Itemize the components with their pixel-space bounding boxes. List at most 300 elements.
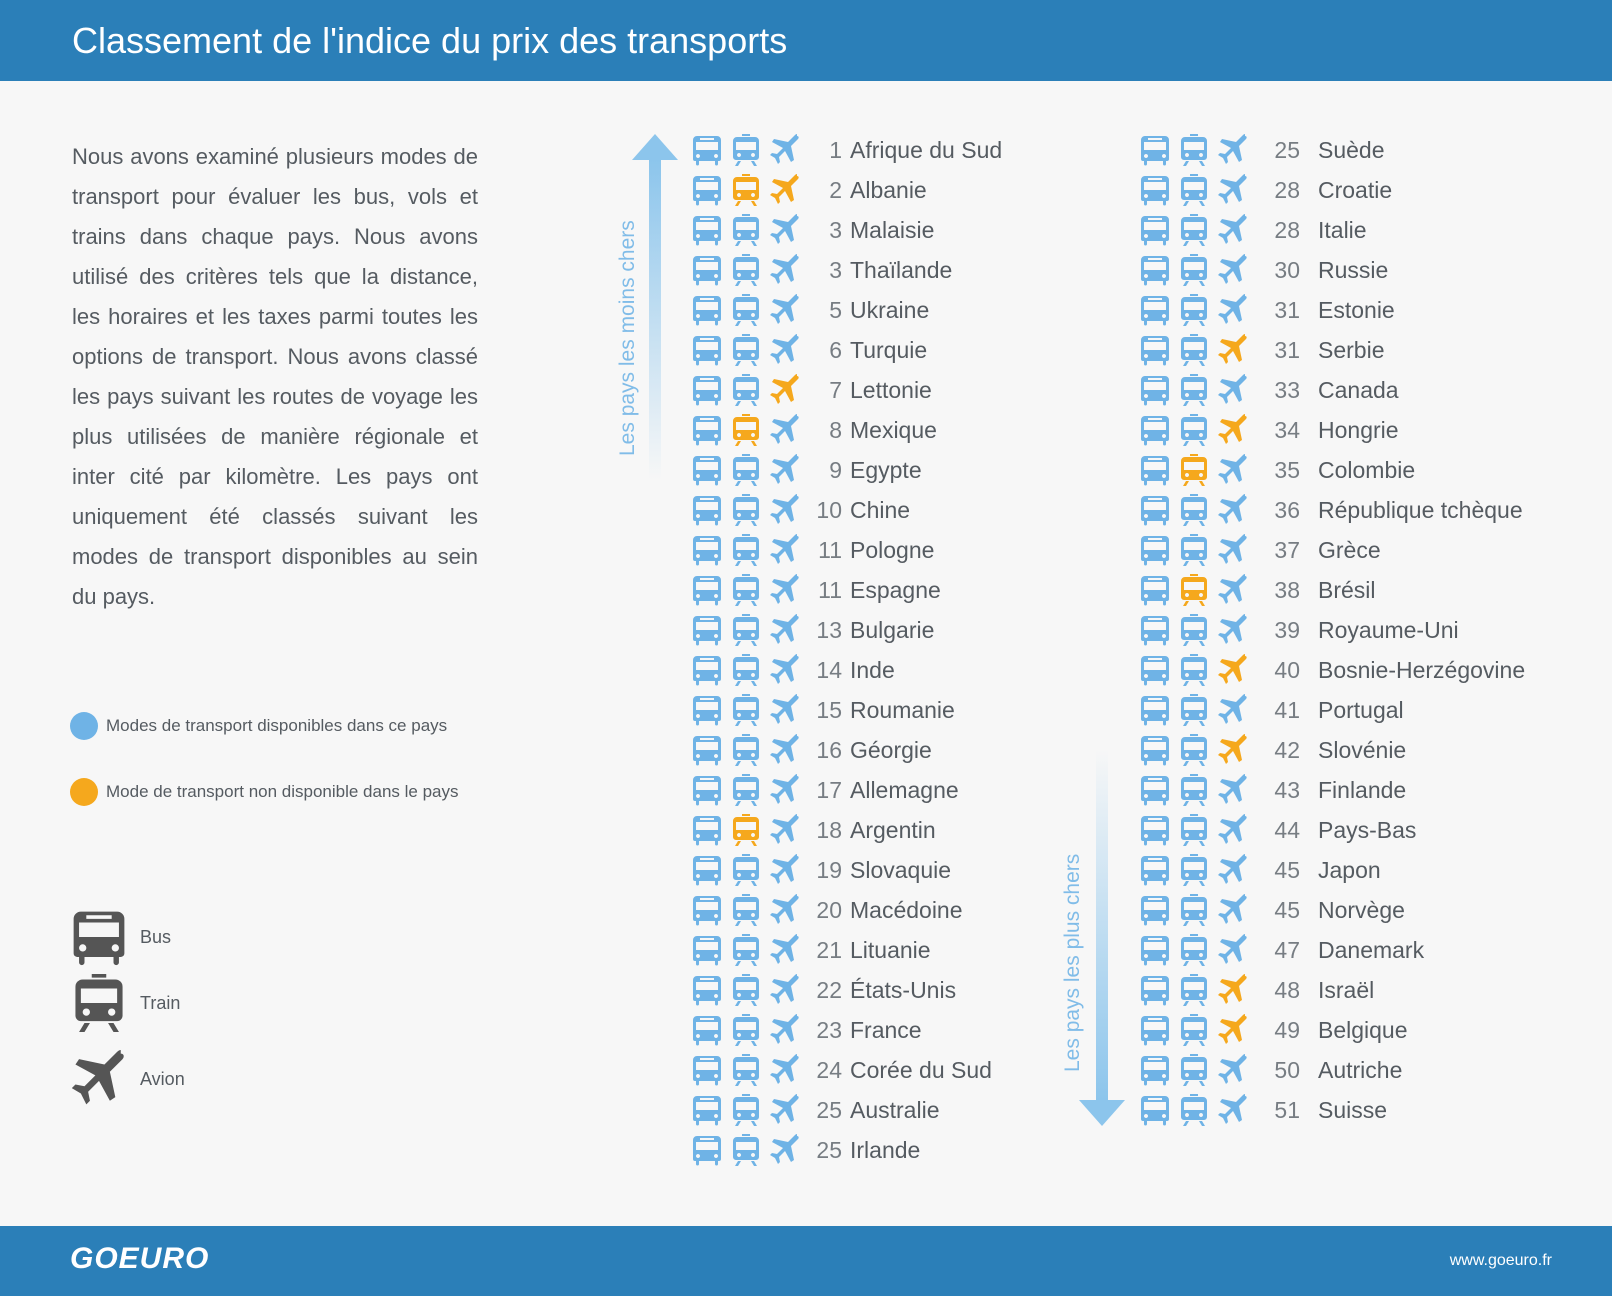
country-name: Brésil <box>1318 576 1376 603</box>
country-name: France <box>850 1016 922 1043</box>
bus-icon <box>1140 974 1170 1006</box>
ranking-row <box>1140 530 1381 570</box>
rank-number: 7 <box>829 376 842 403</box>
rank-number: 28 <box>1274 176 1300 203</box>
footer-bar <box>0 1226 1612 1296</box>
legend-unavailable-label: Mode de transport non disponible dans le pays <box>106 782 459 801</box>
train-icon <box>1179 294 1209 326</box>
ranking-row <box>692 1010 922 1050</box>
country-name: Slovaquie <box>850 856 952 883</box>
rank-number: 33 <box>1274 376 1300 403</box>
ranking-row <box>692 130 1002 170</box>
plane-icon <box>770 694 800 726</box>
country-name: Espagne <box>850 576 941 603</box>
rank-number: 8 <box>829 416 842 443</box>
rank-number: 25 <box>816 1136 842 1163</box>
train-icon <box>1179 854 1209 886</box>
bus-icon <box>1140 654 1170 686</box>
intro-paragraph: Nous avons examiné plusieurs modes de transport pour évaluer les bus, vols et trains dans chaque pays. Nous avons utilisé des critères tels que la distance, les horaires et les taxes parmi toutes les options de transport. Nous avons classé les pays suivant les routes de voyage les plus utilisées de manière régionale et inter cité par kilomètre. Les pays ont uniquement été classés suivant les modes de transport disponibles au sein du pays. <box>72 144 478 609</box>
goeuro-logo: GOEURO <box>70 1242 210 1275</box>
ranking-row <box>1140 690 1404 730</box>
plane-icon <box>770 1054 800 1086</box>
ranking-row <box>692 1090 939 1130</box>
train-icon <box>731 654 761 686</box>
expensive-arrow-label: Les pays les plus chers <box>1061 853 1084 1072</box>
country-name: Mexique <box>850 416 937 443</box>
mode-train <box>70 974 180 1032</box>
country-name: Croatie <box>1318 176 1393 203</box>
plane-icon <box>1218 1014 1248 1046</box>
country-name: Chine <box>850 496 911 523</box>
ranking-row <box>692 1130 920 1170</box>
plane-icon <box>1218 454 1248 486</box>
plane-icon <box>1218 574 1248 606</box>
country-name: Thaïlande <box>850 256 953 283</box>
ranking-row <box>1140 250 1388 290</box>
rank-number: 50 <box>1274 1056 1300 1083</box>
plane-icon <box>770 654 800 686</box>
bus-icon <box>692 134 722 166</box>
train-icon <box>1179 134 1209 166</box>
country-name: Irlande <box>850 1136 921 1163</box>
rank-number: 13 <box>816 616 842 643</box>
country-name: Suède <box>1318 136 1385 163</box>
country-name: Italie <box>1318 216 1367 243</box>
bus-icon <box>692 614 722 646</box>
rank-number: 31 <box>1274 296 1300 323</box>
train-icon <box>1179 414 1209 446</box>
bus-icon <box>692 494 722 526</box>
plane-icon <box>1218 934 1248 966</box>
train-icon <box>731 254 761 286</box>
country-name: Israël <box>1318 976 1375 1003</box>
bus-icon <box>70 908 128 966</box>
ranking-row <box>692 290 929 330</box>
train-icon <box>1179 774 1209 806</box>
mode-bus <box>70 908 171 966</box>
rank-number: 20 <box>816 896 842 923</box>
bus-icon <box>692 534 722 566</box>
train-icon <box>1179 894 1209 926</box>
country-name: Bosnie-Herzégovine <box>1318 656 1526 683</box>
train-icon <box>731 1054 761 1086</box>
bus-icon <box>1140 294 1170 326</box>
bus-icon <box>692 334 722 366</box>
bus-icon <box>692 174 722 206</box>
country-name: Roumanie <box>850 696 955 723</box>
rank-number: 11 <box>818 576 842 603</box>
ranking-row <box>1140 730 1406 770</box>
train-icon <box>731 614 761 646</box>
plane-icon <box>1218 1054 1248 1086</box>
mode-plane <box>70 1050 185 1108</box>
bus-icon <box>1140 214 1170 246</box>
train-icon <box>731 934 761 966</box>
plane-icon <box>1218 374 1248 406</box>
country-name: République tchèque <box>1318 496 1523 523</box>
country-name: Malaisie <box>850 216 935 243</box>
train-icon <box>1179 694 1209 726</box>
bus-icon <box>1140 1014 1170 1046</box>
orange-dot-icon <box>70 778 98 806</box>
rank-number: 23 <box>816 1016 842 1043</box>
ranking-row <box>692 250 952 290</box>
train-icon <box>731 1134 761 1166</box>
country-name: Inde <box>850 656 895 683</box>
train-icon <box>731 454 761 486</box>
rank-number: 47 <box>1274 936 1300 963</box>
bus-icon <box>1140 894 1170 926</box>
rank-number: 36 <box>1274 496 1300 523</box>
plane-icon <box>770 174 800 206</box>
train-icon <box>1179 734 1209 766</box>
ranking-row <box>692 1050 992 1090</box>
ranking-row <box>692 770 959 810</box>
ranking-row <box>692 330 927 370</box>
rank-number: 39 <box>1274 616 1300 643</box>
bus-icon <box>1140 334 1170 366</box>
plane-icon <box>770 294 800 326</box>
ranking-row <box>1140 330 1384 370</box>
rank-number: 38 <box>1274 576 1300 603</box>
train-icon <box>731 214 761 246</box>
rank-number: 1 <box>829 136 842 163</box>
legend-available-label: Modes de transport disponibles dans ce pays <box>106 716 448 735</box>
plane-icon <box>770 934 800 966</box>
plane-icon <box>1218 1094 1248 1126</box>
country-name: Australie <box>850 1096 940 1123</box>
train-icon <box>731 574 761 606</box>
train-icon <box>731 814 761 846</box>
country-name: Albanie <box>850 176 927 203</box>
ranking-row <box>692 450 922 490</box>
bus-icon <box>692 1134 722 1166</box>
train-icon <box>731 854 761 886</box>
country-name: Grèce <box>1318 536 1381 563</box>
plane-icon <box>770 334 800 366</box>
rank-number: 3 <box>829 216 842 243</box>
train-icon <box>1179 454 1209 486</box>
country-name: Russie <box>1318 256 1389 283</box>
rank-number: 35 <box>1274 456 1300 483</box>
rank-number: 34 <box>1274 416 1300 443</box>
ranking-row <box>692 890 963 930</box>
ranking-row <box>692 970 956 1010</box>
plane-icon <box>770 534 800 566</box>
plane-icon <box>1218 774 1248 806</box>
train-icon <box>1179 254 1209 286</box>
plane-icon <box>770 894 800 926</box>
bus-icon <box>692 1054 722 1086</box>
ranking-row <box>1140 410 1399 450</box>
plane-icon <box>770 614 800 646</box>
plane-icon <box>1218 894 1248 926</box>
country-name: Macédoine <box>850 896 963 923</box>
rank-number: 51 <box>1274 1096 1300 1123</box>
train-icon <box>731 494 761 526</box>
rank-number: 9 <box>829 456 842 483</box>
train-icon <box>731 894 761 926</box>
rank-number: 49 <box>1274 1016 1300 1043</box>
country-name: Royaume-Uni <box>1318 616 1459 643</box>
legend-available <box>70 712 447 740</box>
rank-number: 31 <box>1274 336 1300 363</box>
plane-icon <box>1218 734 1248 766</box>
bus-icon <box>1140 934 1170 966</box>
bus-icon <box>1140 814 1170 846</box>
plane-icon <box>1218 174 1248 206</box>
country-name: Norvège <box>1318 896 1405 923</box>
ranking-row <box>692 810 936 850</box>
bus-icon <box>1140 734 1170 766</box>
ranking-row <box>1140 450 1415 490</box>
bus-icon <box>1140 854 1170 886</box>
mode-train-label: Train <box>140 992 181 1013</box>
plane-icon <box>770 734 800 766</box>
bus-icon <box>1140 574 1170 606</box>
country-name: Serbie <box>1318 336 1385 363</box>
bus-icon <box>692 574 722 606</box>
page-title: Classement de l'indice du prix des transports <box>72 20 788 61</box>
train-icon <box>731 174 761 206</box>
bus-icon <box>692 214 722 246</box>
ranking-row <box>692 170 927 210</box>
rank-number: 37 <box>1274 536 1300 563</box>
ranking-row <box>692 530 934 570</box>
ranking-row <box>1140 610 1459 650</box>
rank-number: 25 <box>1274 136 1300 163</box>
train-icon <box>1179 934 1209 966</box>
ranking-row <box>1140 290 1395 330</box>
train-icon <box>731 974 761 1006</box>
ranking-row <box>692 690 955 730</box>
train-icon <box>1179 494 1209 526</box>
bus-icon <box>692 694 722 726</box>
train-icon <box>1179 974 1209 1006</box>
plane-icon <box>1218 214 1248 246</box>
plane-icon <box>1218 534 1248 566</box>
bus-icon <box>1140 174 1170 206</box>
plane-icon <box>770 414 800 446</box>
ranking-row <box>1140 370 1399 410</box>
train-icon <box>731 774 761 806</box>
ranking-row <box>692 930 931 970</box>
ranking-row <box>1140 970 1374 1010</box>
rank-number: 40 <box>1274 656 1300 683</box>
ranking-row <box>692 370 932 410</box>
plane-icon <box>70 1050 128 1108</box>
bus-icon <box>1140 774 1170 806</box>
plane-icon <box>1218 814 1248 846</box>
ranking-row <box>1140 1090 1387 1130</box>
plane-icon <box>770 1094 800 1126</box>
ranking-row <box>1140 130 1385 170</box>
plane-icon <box>770 774 800 806</box>
bus-icon <box>1140 614 1170 646</box>
country-name: Danemark <box>1318 936 1425 963</box>
rank-number: 25 <box>816 1096 842 1123</box>
train-icon <box>1179 654 1209 686</box>
rank-number: 45 <box>1274 856 1300 883</box>
train-icon <box>1179 814 1209 846</box>
rank-number: 22 <box>816 976 842 1003</box>
plane-icon <box>1218 414 1248 446</box>
plane-icon <box>1218 654 1248 686</box>
bus-icon <box>1140 1094 1170 1126</box>
plane-icon <box>770 134 800 166</box>
country-name: Allemagne <box>850 776 959 803</box>
country-name: Pologne <box>850 536 935 563</box>
rank-number: 21 <box>816 936 842 963</box>
train-icon <box>731 294 761 326</box>
country-name: États-Unis <box>850 976 957 1003</box>
train-icon <box>1179 374 1209 406</box>
country-name: Slovénie <box>1318 736 1407 763</box>
country-name: Afrique du Sud <box>850 136 1003 163</box>
ranking-row <box>1140 570 1376 610</box>
plane-icon <box>770 374 800 406</box>
train-icon <box>731 734 761 766</box>
plane-icon <box>770 814 800 846</box>
bus-icon <box>692 454 722 486</box>
train-icon <box>731 374 761 406</box>
plane-icon <box>770 214 800 246</box>
bus-icon <box>692 774 722 806</box>
train-icon <box>1179 1094 1209 1126</box>
bus-icon <box>692 734 722 766</box>
rank-number: 5 <box>829 296 842 323</box>
rank-number: 2 <box>829 176 842 203</box>
bus-icon <box>1140 454 1170 486</box>
train-icon <box>731 534 761 566</box>
rank-number: 44 <box>1274 816 1300 843</box>
ranking-row <box>692 650 895 690</box>
bus-icon <box>1140 1054 1170 1086</box>
plane-icon <box>770 1014 800 1046</box>
bus-icon <box>1140 134 1170 166</box>
country-name: Pays-Bas <box>1318 816 1417 843</box>
train-icon <box>731 334 761 366</box>
plane-icon <box>770 254 800 286</box>
plane-icon <box>1218 254 1248 286</box>
country-name: Ukraine <box>850 296 930 323</box>
train-icon <box>1179 334 1209 366</box>
blue-dot-icon <box>70 712 98 740</box>
plane-icon <box>770 574 800 606</box>
rank-number: 19 <box>816 856 842 883</box>
bus-icon <box>1140 374 1170 406</box>
country-name: Géorgie <box>850 736 932 763</box>
country-name: Belgique <box>1318 1016 1408 1043</box>
train-icon <box>1179 1014 1209 1046</box>
ranking-row <box>692 490 910 530</box>
rank-number: 3 <box>829 256 842 283</box>
train-icon <box>1179 214 1209 246</box>
bus-icon <box>692 294 722 326</box>
country-name: Lettonie <box>850 376 932 403</box>
bus-icon <box>692 414 722 446</box>
mode-plane-label: Avion <box>140 1068 185 1089</box>
rank-number: 24 <box>816 1056 842 1083</box>
train-icon <box>731 414 761 446</box>
ranking-row <box>692 210 934 250</box>
rank-number: 45 <box>1274 896 1300 923</box>
country-name: Lituanie <box>850 936 931 963</box>
train-icon <box>731 694 761 726</box>
train-icon <box>1179 174 1209 206</box>
country-name: Turquie <box>850 336 928 363</box>
ranking-row <box>692 570 941 610</box>
country-name: Japon <box>1318 856 1381 883</box>
ranking-row <box>692 850 951 890</box>
ranking-row <box>1140 490 1523 530</box>
header-bar <box>0 0 1612 81</box>
plane-icon <box>1218 294 1248 326</box>
bus-icon <box>692 654 722 686</box>
bus-icon <box>692 374 722 406</box>
rank-number: 6 <box>829 336 842 363</box>
rank-number: 41 <box>1274 696 1300 723</box>
country-name: Corée du Sud <box>850 1056 992 1083</box>
train-icon <box>70 974 128 1032</box>
plane-icon <box>770 1134 800 1166</box>
footer-url[interactable]: www.goeuro.fr <box>1449 1252 1552 1269</box>
train-icon <box>1179 614 1209 646</box>
plane-icon <box>1218 974 1248 1006</box>
ranking-row <box>1140 170 1392 210</box>
country-name: Portugal <box>1318 696 1404 723</box>
rank-number: 18 <box>816 816 842 843</box>
plane-icon <box>1218 134 1248 166</box>
bus-icon <box>692 934 722 966</box>
bus-icon <box>692 814 722 846</box>
train-icon <box>1179 574 1209 606</box>
plane-icon <box>770 454 800 486</box>
country-name: Argentin <box>850 816 936 843</box>
country-name: Suisse <box>1318 1096 1388 1123</box>
ranking-row <box>692 610 934 650</box>
ranking-row <box>1140 930 1424 970</box>
country-name: Canada <box>1318 376 1399 403</box>
rank-number: 43 <box>1274 776 1300 803</box>
bus-icon <box>1140 494 1170 526</box>
ranking-row <box>1140 210 1367 250</box>
bus-icon <box>692 974 722 1006</box>
country-name: Estonie <box>1318 296 1395 323</box>
bus-icon <box>692 894 722 926</box>
train-icon <box>731 1094 761 1126</box>
country-name: Bulgarie <box>850 616 935 643</box>
rank-number: 10 <box>816 496 842 523</box>
rank-number: 42 <box>1274 736 1300 763</box>
bus-icon <box>1140 254 1170 286</box>
train-icon <box>1179 534 1209 566</box>
rank-number: 48 <box>1274 976 1300 1003</box>
rank-number: 16 <box>816 736 842 763</box>
ranking-row <box>1140 770 1406 810</box>
bus-icon <box>692 854 722 886</box>
bus-icon <box>692 1014 722 1046</box>
rank-number: 28 <box>1274 216 1300 243</box>
country-name: Egypte <box>850 456 922 483</box>
rank-number: 11 <box>818 536 842 563</box>
ranking-row <box>692 410 937 450</box>
country-name: Hongrie <box>1318 416 1399 443</box>
bus-icon <box>692 254 722 286</box>
rank-number: 17 <box>816 776 842 803</box>
bus-icon <box>1140 534 1170 566</box>
legend-unavailable <box>70 778 459 806</box>
